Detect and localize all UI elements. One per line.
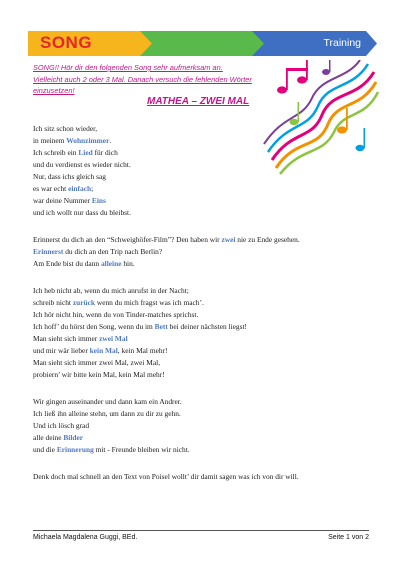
filled-word: alleine xyxy=(100,259,122,268)
lyric-line: Erinnerst du dich an den Trip nach Berlin? xyxy=(33,247,163,256)
lyric-line: Ich sitz schon wieder, xyxy=(33,124,98,133)
lyric-line: alle deine Bilder xyxy=(33,433,84,442)
lyric-line: und ich wollt nur dass du bleibst. xyxy=(33,208,131,217)
filled-word: kein Mal xyxy=(89,346,118,355)
instruction-line: SONG!! Hör dir den folgenden Song sehr aufmerksam an. xyxy=(33,63,223,72)
filled-word: Eins xyxy=(91,196,106,205)
footer-page-number: Seite 1 von 2 xyxy=(328,534,369,541)
lyric-line: in meinem Wohnzimmer. xyxy=(33,136,112,145)
filled-word: einfach xyxy=(68,184,92,193)
lyric-line: Ich hoff’ du hörst den Song, wenn du im Bett bei deiner nächsten liegst! xyxy=(33,322,248,331)
filled-word: Erinnerung xyxy=(56,445,94,454)
lyric-line: Wir gingen auseinander und dann kam ein Andrer. xyxy=(33,397,182,406)
lyric-line: Man sieht sich immer zwei Mal, zwei Mal, xyxy=(33,358,161,367)
music-notes-icon xyxy=(262,60,380,178)
lyric-line: und die Erinnerung mit - Freunde bleiben wir nicht. xyxy=(33,445,190,454)
lyric-line: Denk doch mal schnell an den Text von Poisel wollt’ dir damit sagen was ich von dir will. xyxy=(33,472,299,481)
lyric-line: und du verdienst es wieder nicht. xyxy=(33,160,131,169)
instruction-line: einzusetzen! xyxy=(33,86,75,95)
banner-song-label: SONG xyxy=(40,33,93,52)
lyric-line: Ich heb nicht ab, wenn du mich anrufst in der Nacht; xyxy=(33,286,189,295)
filled-word: Erinnerst xyxy=(33,247,64,256)
lyric-line: Am Ende bist du dann alleine hin. xyxy=(33,259,135,268)
lyric-line: war deine Nummer Eins xyxy=(33,196,106,205)
lyric-line: Ich hör nicht hin, wenn du von Tinder-matches sprichst. xyxy=(33,310,199,319)
instruction-line: Vielleicht auch 2 oder 3 Mal. Danach versuch die fehlenden Wörter xyxy=(33,74,252,84)
filled-word: Lied xyxy=(78,148,93,157)
song-title: MATHEA – ZWEI MAL xyxy=(147,96,250,107)
lyric-line: Ich ließ ihn alleine stehn, um dann zu dir zu gehn. xyxy=(33,409,181,418)
lyric-line: Ich schreib ein Lied für dich xyxy=(33,148,118,157)
instructions xyxy=(33,62,283,97)
lyric-line: es war echt einfach; xyxy=(33,184,94,193)
footer-divider xyxy=(33,530,369,531)
filled-word: Wohnzimmer xyxy=(66,136,110,145)
lyric-line: und mir wär lieber kein Mal, kein Mal mehr! xyxy=(33,346,168,355)
filled-word: zurück xyxy=(72,298,96,307)
lyric-line: probiern’ wir bitte kein Mal, kein Mal mehr! xyxy=(33,370,165,379)
filled-word: zwei Mal xyxy=(99,334,128,343)
filled-word: zwei xyxy=(221,235,236,244)
lyric-line: Und ich lösch grad xyxy=(33,421,90,430)
footer-author: Michaela Magdalena Guggi, BEd. xyxy=(33,534,138,541)
filled-word: Bilder xyxy=(63,433,84,442)
lyric-line: schreib nicht zurück wenn du mich fragst was ich mach’. xyxy=(33,298,204,307)
filled-word: Bett xyxy=(154,322,168,331)
lyric-line: Man sieht sich immer zwei Mal xyxy=(33,334,128,343)
lyric-line: Erinnerst du dich an den “Schweighöfer-Film”? Den haben wir zwei nie zu Ende gesehen. xyxy=(33,235,300,244)
header-banner xyxy=(28,31,377,56)
banner-training-label: Training xyxy=(323,37,361,49)
lyric-line: Nur, dass ichs gleich sag xyxy=(33,172,106,181)
